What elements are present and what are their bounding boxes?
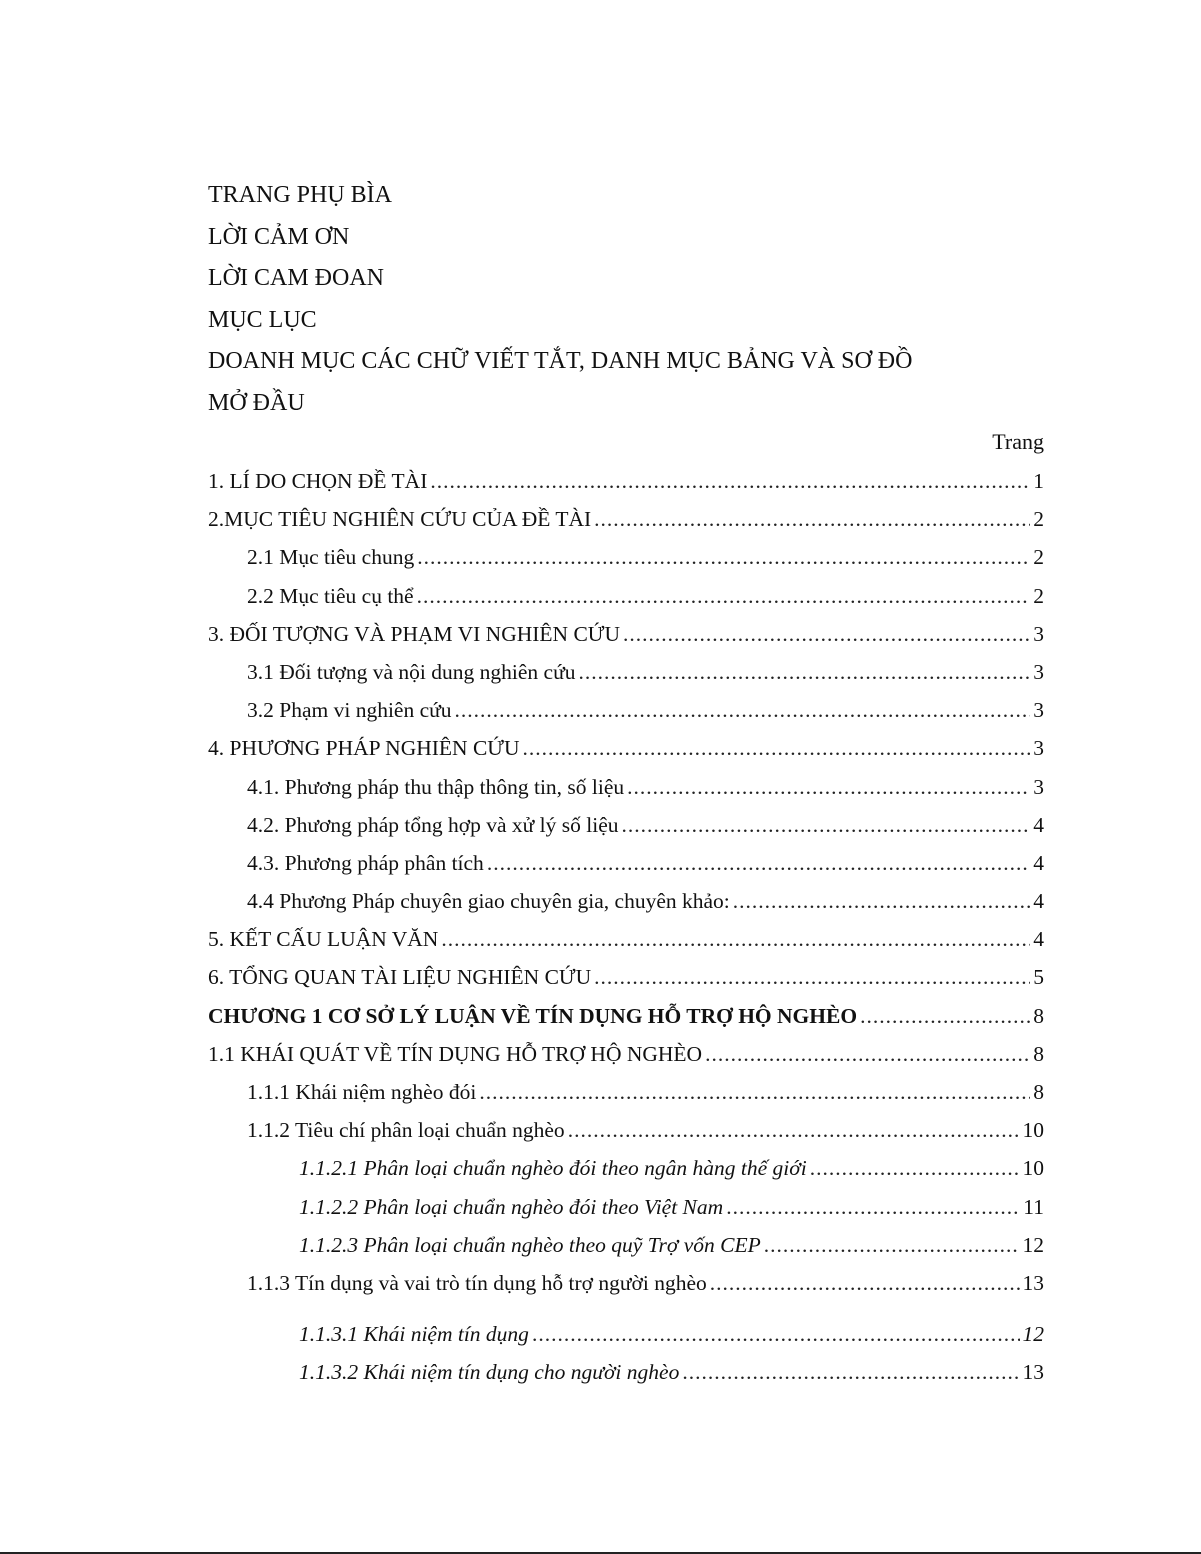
front-matter-item-cover: TRANG PHỤ BÌA: [208, 182, 393, 208]
toc-entry[interactable]: [208, 691, 1044, 729]
toc-entry[interactable]: [208, 1226, 1044, 1264]
front-matter-item-introduction: MỞ ĐẦU: [208, 389, 305, 416]
toc-entry-page: 8: [1033, 1003, 1044, 1028]
table-of-contents: [208, 462, 1044, 1392]
toc-entry[interactable]: [208, 500, 1044, 538]
toc-entry-title: 2.MỤC TIÊU NGHIÊN CỨU CỦA ĐỀ TÀI: [208, 507, 592, 532]
toc-entry-title: CHƯƠNG 1 CƠ SỞ LÝ LUẬN VỀ TÍN DỤNG HỖ TRỢ HỘ NGHÈO: [208, 1003, 858, 1028]
toc-entry-title: 4.3. Phương pháp phân tích: [247, 850, 484, 875]
toc-entry-title: 1. LÍ DO CHỌN ĐỀ TÀI: [208, 469, 428, 493]
toc-entry[interactable]: [208, 1073, 1044, 1111]
dot-leader: [627, 768, 1030, 806]
toc-entry-title: 1.1.3 Tín dụng và vai trò tín dụng hỗ trợ người nghèo: [247, 1270, 707, 1295]
toc-entry-page: 3: [1033, 698, 1044, 723]
toc-entry[interactable]: [208, 615, 1044, 653]
dot-leader: [523, 729, 1031, 767]
front-matter-item-declaration: LỜI CAM ĐOAN: [208, 265, 384, 291]
toc-entry-page: 4: [1033, 850, 1044, 875]
toc-entry[interactable]: [208, 806, 1044, 844]
toc-entry-page: 4: [1033, 812, 1044, 837]
toc-entry-title: 4.4 Phương Pháp chuyên giao chuyên gia, chuyên khảo:: [247, 889, 730, 914]
toc-entry-page: 10: [1022, 1156, 1044, 1181]
dot-leader: [479, 1073, 1030, 1111]
toc-entry-page: 4: [1033, 889, 1044, 914]
toc-entry-page: 2: [1033, 545, 1044, 570]
dot-leader: [733, 882, 1030, 920]
toc-entry-title: 3.1 Đối tượng và nội dung nghiên cứu: [247, 659, 576, 684]
page-column-label: Trang: [992, 429, 1044, 454]
toc-entry[interactable]: [208, 1315, 1044, 1353]
front-matter-list: [208, 178, 1048, 427]
toc-entry[interactable]: [208, 538, 1044, 576]
toc-entry-title: 4.2. Phương pháp tổng hợp và xử lý số liệu: [247, 812, 619, 837]
dot-leader: [578, 653, 1030, 691]
toc-entry-page: 12: [1022, 1232, 1044, 1257]
toc-chapter-entry[interactable]: [208, 997, 1044, 1035]
dot-leader: [623, 615, 1030, 653]
dot-leader: [417, 538, 1030, 576]
dot-leader: [417, 577, 1031, 615]
toc-entry-page: 8: [1033, 1041, 1044, 1066]
toc-entry-page: 12: [1022, 1322, 1044, 1347]
dot-leader: [705, 1035, 1030, 1073]
toc-entry[interactable]: [208, 462, 1044, 500]
toc-entry-page: 3: [1033, 621, 1044, 646]
toc-entry-title: 5. KẾT CẤU LUẬN VĂN: [208, 927, 439, 952]
toc-entry-page: 3: [1033, 736, 1044, 761]
spacer: [208, 1302, 1044, 1315]
toc-entry-title: 1.1.3.2 Khái niệm tín dụng cho người nghèo: [299, 1360, 680, 1385]
dot-leader: [594, 500, 1030, 538]
dot-leader: [487, 844, 1030, 882]
toc-entry[interactable]: [208, 844, 1044, 882]
toc-entry-page: 3: [1033, 659, 1044, 684]
toc-entry-title: 3. ĐỐI TƯỢNG VÀ PHẠM VI NGHIÊN CỨU: [208, 621, 621, 646]
dot-leader: [594, 958, 1030, 996]
toc-entry-title: 1.1.2.2 Phân loại chuẩn nghèo đói theo Việt Nam: [299, 1194, 724, 1219]
toc-entry-title: 1.1.2.3 Phân loại chuẩn nghèo theo quỹ Trợ vốn CEP: [299, 1232, 761, 1257]
toc-entry[interactable]: [208, 1353, 1044, 1391]
toc-entry-page: 2: [1033, 583, 1044, 608]
dot-leader: [441, 920, 1030, 958]
toc-entry[interactable]: [208, 729, 1044, 767]
toc-entry-title: 3.2 Phạm vi nghiên cứu: [247, 698, 452, 723]
dot-leader: [682, 1353, 1019, 1391]
front-matter-item-contents: MỤC LỤC: [208, 306, 317, 333]
front-matter-item-acknowledgement: LỜI CẢM ƠN: [208, 223, 350, 250]
toc-entry-page: 1: [1033, 469, 1044, 493]
toc-entry-title: 2.1 Mục tiêu chung: [247, 545, 415, 570]
dot-leader: [810, 1149, 1020, 1187]
dot-leader: [455, 691, 1031, 729]
toc-entry-title: 4.1. Phương pháp thu thập thông tin, số liệu: [247, 774, 625, 799]
toc-entry-page: 3: [1033, 774, 1044, 799]
toc-entry[interactable]: [208, 1149, 1044, 1187]
dot-leader: [568, 1111, 1020, 1149]
toc-entry-title: 6. TỔNG QUAN TÀI LIỆU NGHIÊN CỨU: [208, 965, 592, 990]
toc-entry-page: 13: [1022, 1270, 1044, 1295]
dot-leader: [764, 1226, 1020, 1264]
toc-entry-title: 2.2 Mục tiêu cụ thể: [247, 583, 414, 608]
toc-entry-page: 10: [1022, 1118, 1044, 1143]
toc-entry-page: 5: [1033, 965, 1044, 990]
dot-leader: [430, 462, 1030, 500]
dot-leader: [726, 1188, 1020, 1226]
toc-entry-page: 2: [1033, 507, 1044, 532]
dot-leader: [532, 1315, 1020, 1353]
toc-entry-title: 1.1 KHÁI QUÁT VỀ TÍN DỤNG HỖ TRỢ HỘ NGHÈO: [208, 1041, 703, 1066]
toc-entry-title: 1.1.2 Tiêu chí phân loại chuẩn nghèo: [247, 1118, 565, 1143]
toc-entry-page: 13: [1022, 1360, 1044, 1385]
toc-entry-title: 4. PHƯƠNG PHÁP NGHIÊN CỨU: [208, 736, 520, 761]
dot-leader: [622, 806, 1031, 844]
toc-entry-title: 1.1.2.1 Phân loại chuẩn nghèo đói theo ngân hàng thế giới: [299, 1156, 807, 1181]
dot-leader: [860, 997, 1030, 1035]
toc-entry[interactable]: [208, 1188, 1044, 1226]
toc-entry-title: 1.1.3.1 Khái niệm tín dụng: [299, 1322, 529, 1347]
toc-entry[interactable]: [208, 958, 1044, 996]
toc-entry-title: 1.1.1 Khái niệm nghèo đói: [247, 1080, 477, 1104]
toc-entry-page: 8: [1033, 1080, 1044, 1104]
toc-entry[interactable]: [208, 882, 1044, 920]
toc-entry[interactable]: [208, 653, 1044, 691]
toc-entry-page: 4: [1033, 927, 1044, 952]
front-matter-item-abbreviations: DOANH MỤC CÁC CHỮ VIẾT TẮT, DANH MỤC BẢNG VÀ SƠ ĐỒ: [208, 348, 913, 374]
toc-entry-page: 11: [1023, 1194, 1044, 1219]
toc-entry[interactable]: [208, 577, 1044, 615]
toc-entry[interactable]: [208, 768, 1044, 806]
toc-entry[interactable]: [208, 1111, 1044, 1149]
dot-leader: [710, 1264, 1020, 1302]
toc-entry[interactable]: [208, 1035, 1044, 1073]
toc-entry[interactable]: [208, 920, 1044, 958]
toc-entry[interactable]: [208, 1264, 1044, 1302]
